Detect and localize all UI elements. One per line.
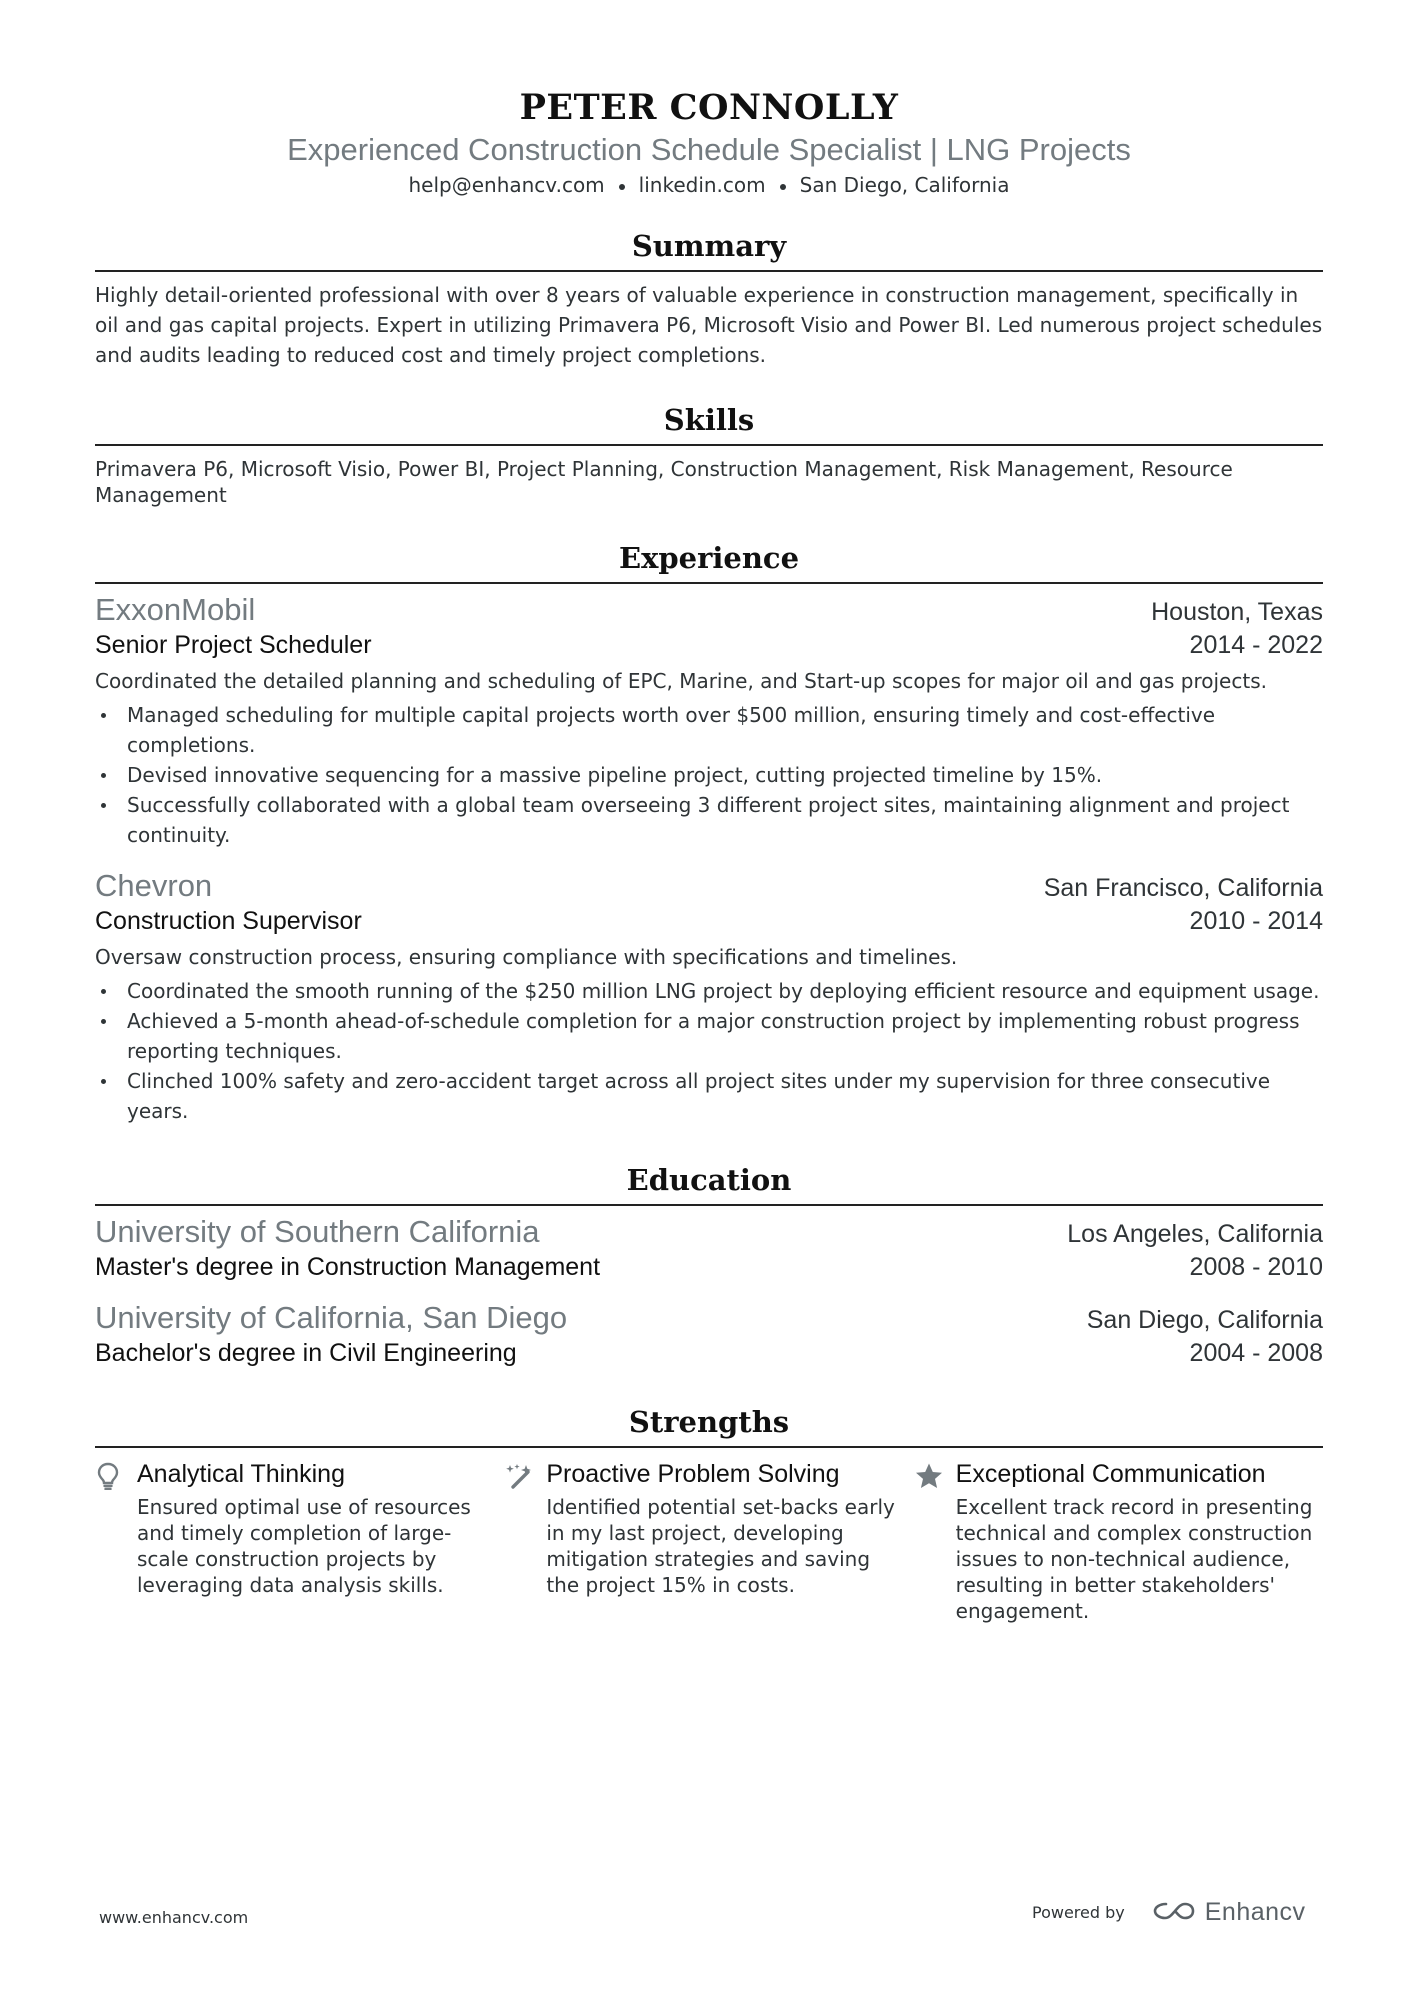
resume-header <box>95 0 1323 198</box>
experience-section <box>95 540 1323 1126</box>
summary-section <box>95 228 1323 370</box>
degree-dates: 2004 - 2008 <box>1189 1339 1323 1367</box>
strength-description: Ensured optimal use of resources and timely completion of large-scale construction projects by leveraging data analysis skills. <box>137 1495 471 1597</box>
powered-by-label: Powered by <box>1032 1903 1125 1922</box>
contact-line <box>95 172 1323 198</box>
footer-branding <box>1032 1898 1306 1927</box>
job-description: Oversaw construction process, ensuring compliance with specifications and timelines. <box>95 945 958 969</box>
skills-text: Primavera P6, Microsoft Visio, Power BI, Project Planning, Construction Management, Risk Management, Resource Management <box>95 457 1233 507</box>
company-name: Chevron <box>95 868 213 903</box>
lightbulb-icon <box>95 1458 137 1624</box>
entry-degree-row <box>95 1336 1323 1370</box>
achievement-list <box>95 976 1323 1126</box>
candidate-headline: Experienced Construction Schedule Specialist | LNG Projects <box>287 132 1131 167</box>
experience-entry <box>95 868 1323 1126</box>
star-icon <box>914 1458 956 1624</box>
entry-header-row <box>95 868 1323 904</box>
degree-dates: 2008 - 2010 <box>1189 1253 1323 1281</box>
strength-title: Proactive Problem Solving <box>546 1460 840 1488</box>
section-title-education: Education <box>626 1163 792 1197</box>
degree-title: Bachelor's degree in Civil Engineering <box>95 1339 517 1367</box>
achievement-list <box>95 700 1323 850</box>
education-section <box>95 1162 1323 1370</box>
candidate-name: PETER CONNOLLY <box>519 87 899 128</box>
strength-body <box>956 1458 1323 1624</box>
strength-card <box>504 1458 913 1624</box>
job-title: Construction Supervisor <box>95 907 362 935</box>
experience-entry <box>95 592 1323 850</box>
contact-linkedin[interactable]: linkedin.com <box>638 173 766 197</box>
achievement-item: Clinched 100% safety and zero-accident target across all project sites under my supervision for three consecutive years. <box>95 1066 1323 1126</box>
resume-page <box>95 0 1323 1624</box>
section-title-skills: Skills <box>663 403 755 437</box>
job-description: Coordinated the detailed planning and scheduling of EPC, Marine, and Start-up scopes for major oil and gas projects. <box>95 669 1267 693</box>
strength-card <box>914 1458 1323 1624</box>
magic-wand-icon <box>504 1458 546 1624</box>
achievement-item: Managed scheduling for multiple capital projects worth over $500 million, ensuring timely and cost-effective completions. <box>95 700 1323 760</box>
separator-dot-icon <box>780 184 786 190</box>
strengths-grid <box>95 1458 1323 1624</box>
strength-description: Excellent track record in presenting technical and complex construction issues to non-technical audience, resulting in better stakeholders' engagement. <box>955 1495 1313 1623</box>
section-title-strengths: Strengths <box>628 1405 790 1439</box>
school-name: University of Southern California <box>95 1214 540 1249</box>
company-name: ExxonMobil <box>95 592 256 627</box>
contact-email[interactable]: help@enhancv.com <box>408 173 605 197</box>
entry-degree-row <box>95 1250 1323 1284</box>
footer-website[interactable]: www.enhancv.com <box>99 1908 249 1927</box>
strength-title: Exceptional Communication <box>955 1460 1266 1488</box>
section-divider <box>95 1204 1323 1206</box>
entry-header-row <box>95 592 1323 628</box>
school-name: University of California, San Diego <box>95 1300 568 1335</box>
skills-section <box>95 402 1323 508</box>
achievement-item: Achieved a 5-month ahead-of-schedule completion for a major construction project by implementing robust progress reporting techniques. <box>95 1006 1323 1066</box>
entry-role-row <box>95 628 1323 662</box>
achievement-item: Devised innovative sequencing for a massive pipeline project, cutting projected timeline by 15%. <box>95 760 1323 790</box>
contact-location: San Diego, California <box>799 173 1010 197</box>
enhancv-logo-icon <box>1151 1899 1197 1927</box>
entry-header-row <box>95 1300 1323 1336</box>
achievement-item: Successfully collaborated with a global team overseeing 3 different project sites, maintaining alignment and project continuity. <box>95 790 1323 850</box>
section-divider <box>95 270 1323 272</box>
school-location: Los Angeles, California <box>1067 1220 1323 1248</box>
company-location: San Francisco, California <box>1043 874 1323 902</box>
strength-description: Identified potential set-backs early in my last project, developing mitigation strategies and saving the project 15% in costs. <box>546 1495 895 1597</box>
strength-card <box>95 1458 504 1624</box>
school-location: San Diego, California <box>1086 1306 1323 1334</box>
education-entry <box>95 1300 1323 1370</box>
strength-body <box>546 1458 913 1624</box>
strength-body <box>137 1458 504 1624</box>
entry-header-row <box>95 1214 1323 1250</box>
section-divider <box>95 444 1323 446</box>
section-title-experience: Experience <box>618 541 800 575</box>
brand-name[interactable]: Enhancv <box>1204 1898 1306 1926</box>
strength-title: Analytical Thinking <box>137 1460 345 1488</box>
job-dates: 2014 - 2022 <box>1189 631 1323 659</box>
entry-role-row <box>95 904 1323 938</box>
strengths-section <box>95 1404 1323 1624</box>
section-divider <box>95 582 1323 584</box>
company-location: Houston, Texas <box>1151 598 1323 626</box>
summary-text: Highly detail-oriented professional with over 8 years of valuable experience in construction management, specifically in oil and gas capital projects. Expert in utilizing Primavera P6, Microsoft Visio and Power BI. Led numerous project schedules and audits leading to reduced cost and timely project completions. <box>95 283 1323 367</box>
separator-dot-icon <box>619 184 625 190</box>
section-title-summary: Summary <box>631 229 787 263</box>
job-dates: 2010 - 2014 <box>1189 907 1323 935</box>
degree-title: Master's degree in Construction Management <box>95 1253 601 1281</box>
achievement-item: Coordinated the smooth running of the $250 million LNG project by deploying efficient resource and equipment usage. <box>95 976 1323 1006</box>
section-divider <box>95 1446 1323 1448</box>
education-entry <box>95 1214 1323 1284</box>
job-title: Senior Project Scheduler <box>95 631 372 659</box>
